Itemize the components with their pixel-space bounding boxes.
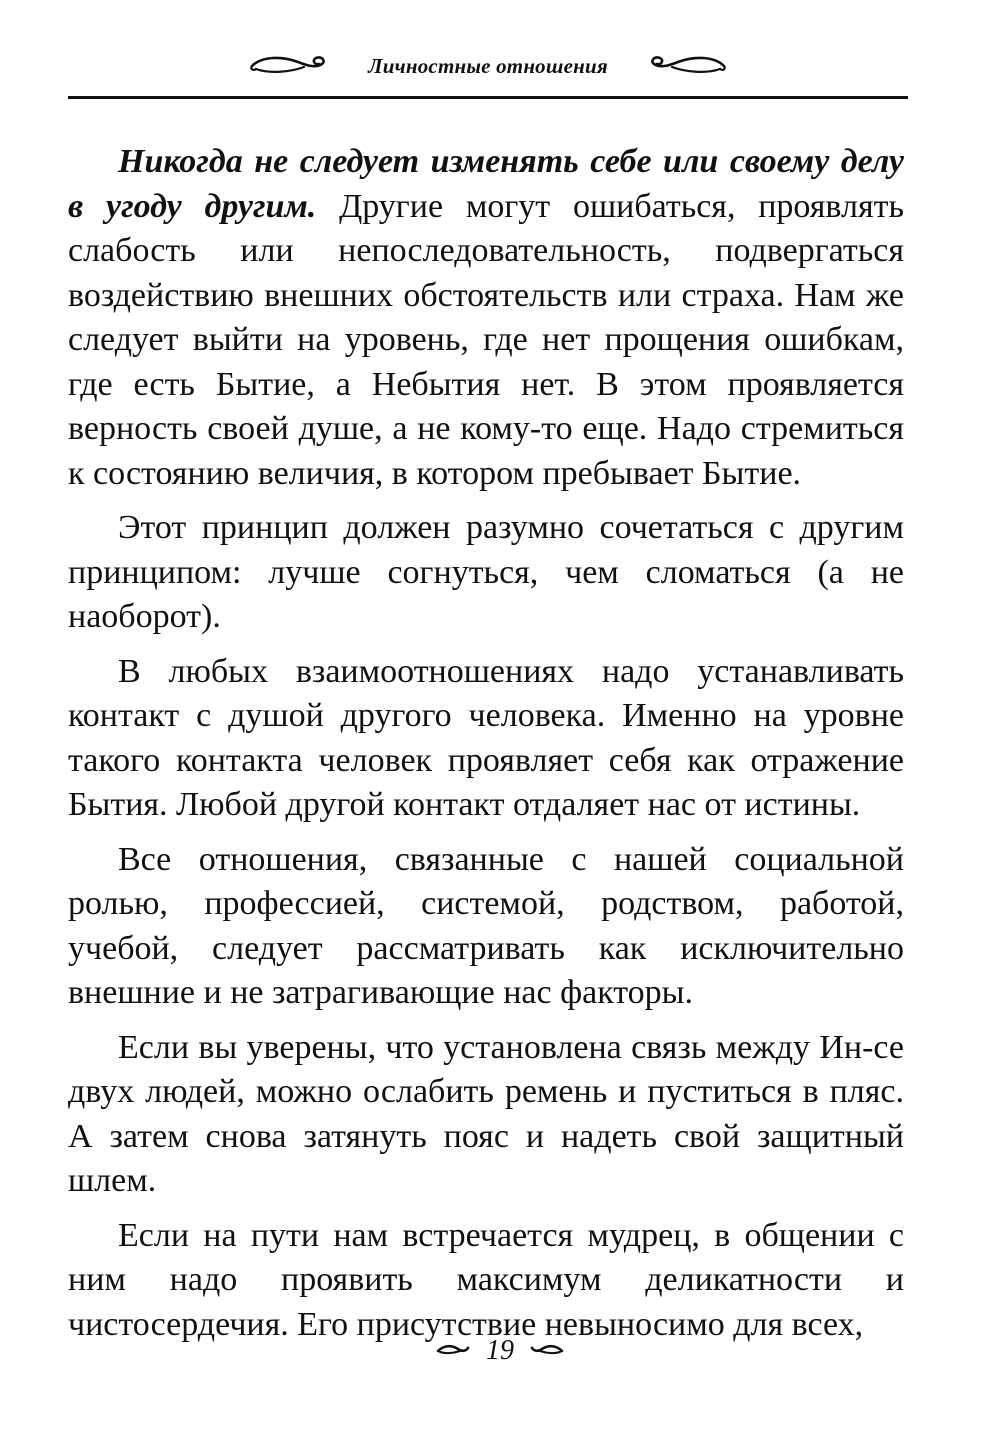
- paragraph-text: Этот принцип должен разумно сочетаться с другим принципом: лучше согнуться, чем сломаться (а не наоборот).: [68, 509, 904, 635]
- paragraph-text: В любых взаимоотношениях надо устанавливать контакт с душой другого человека. Именно на уровне такого контакта человек проявляет себя как отражение Бытия. Любой другой контакт отдаляет нас от истины.: [68, 652, 904, 823]
- scroll-ornament-left-icon: [248, 52, 328, 81]
- swash-ornament-right-icon: [530, 1342, 564, 1361]
- paragraph-text: Если на пути нам встречается мудрец, в общении с ним надо проявить максимум деликатности и чистосердечия. Его присутствие невыносимо для всех,: [68, 1216, 904, 1343]
- body-text: [68, 140, 904, 1357]
- paragraph: [68, 838, 904, 1016]
- page-footer: [0, 1335, 1000, 1367]
- paragraph: [68, 140, 904, 496]
- paragraph: [68, 506, 904, 640]
- paragraph-text: Другие могут ошибаться, проявлять слабость или непоследовательность, подвергаться воздействию внешних обстоятельств или страха. Нам же следует выйти на уровень, где нет прощения ошибкам, где есть Бытие, а Небытия нет. В этом проявляется верность своей душе, а не кому-то еще. Надо стремиться к состоянию величия, в котором пребывает Бытие.: [68, 187, 904, 492]
- paragraph: [68, 1214, 904, 1348]
- swash-ornament-left-icon: [436, 1342, 470, 1361]
- paragraph-text: Все отношения, связанные с нашей социальной ролью, профессией, системой, родством, работой, учебой, следует рассматривать как исключительно внешние и не затрагивающие нас факторы.: [68, 840, 904, 1011]
- running-header: [68, 48, 908, 99]
- running-header-title: Личностные отношения: [368, 54, 608, 78]
- page-number: 19: [486, 1335, 514, 1366]
- paragraph: [68, 650, 904, 828]
- paragraph-text: Если вы уверены, что установлена связь между Ин-се двух людей, можно ослабить ремень и пуститься в пляс. А затем снова затянуть пояс и надеть свой защитный шлем.: [68, 1028, 904, 1199]
- scroll-ornament-right-icon: [648, 52, 728, 81]
- paragraph-lead: Никогда не следует изменять себе или своему делу в угоду другим.: [68, 143, 904, 225]
- paragraph: [68, 1026, 904, 1204]
